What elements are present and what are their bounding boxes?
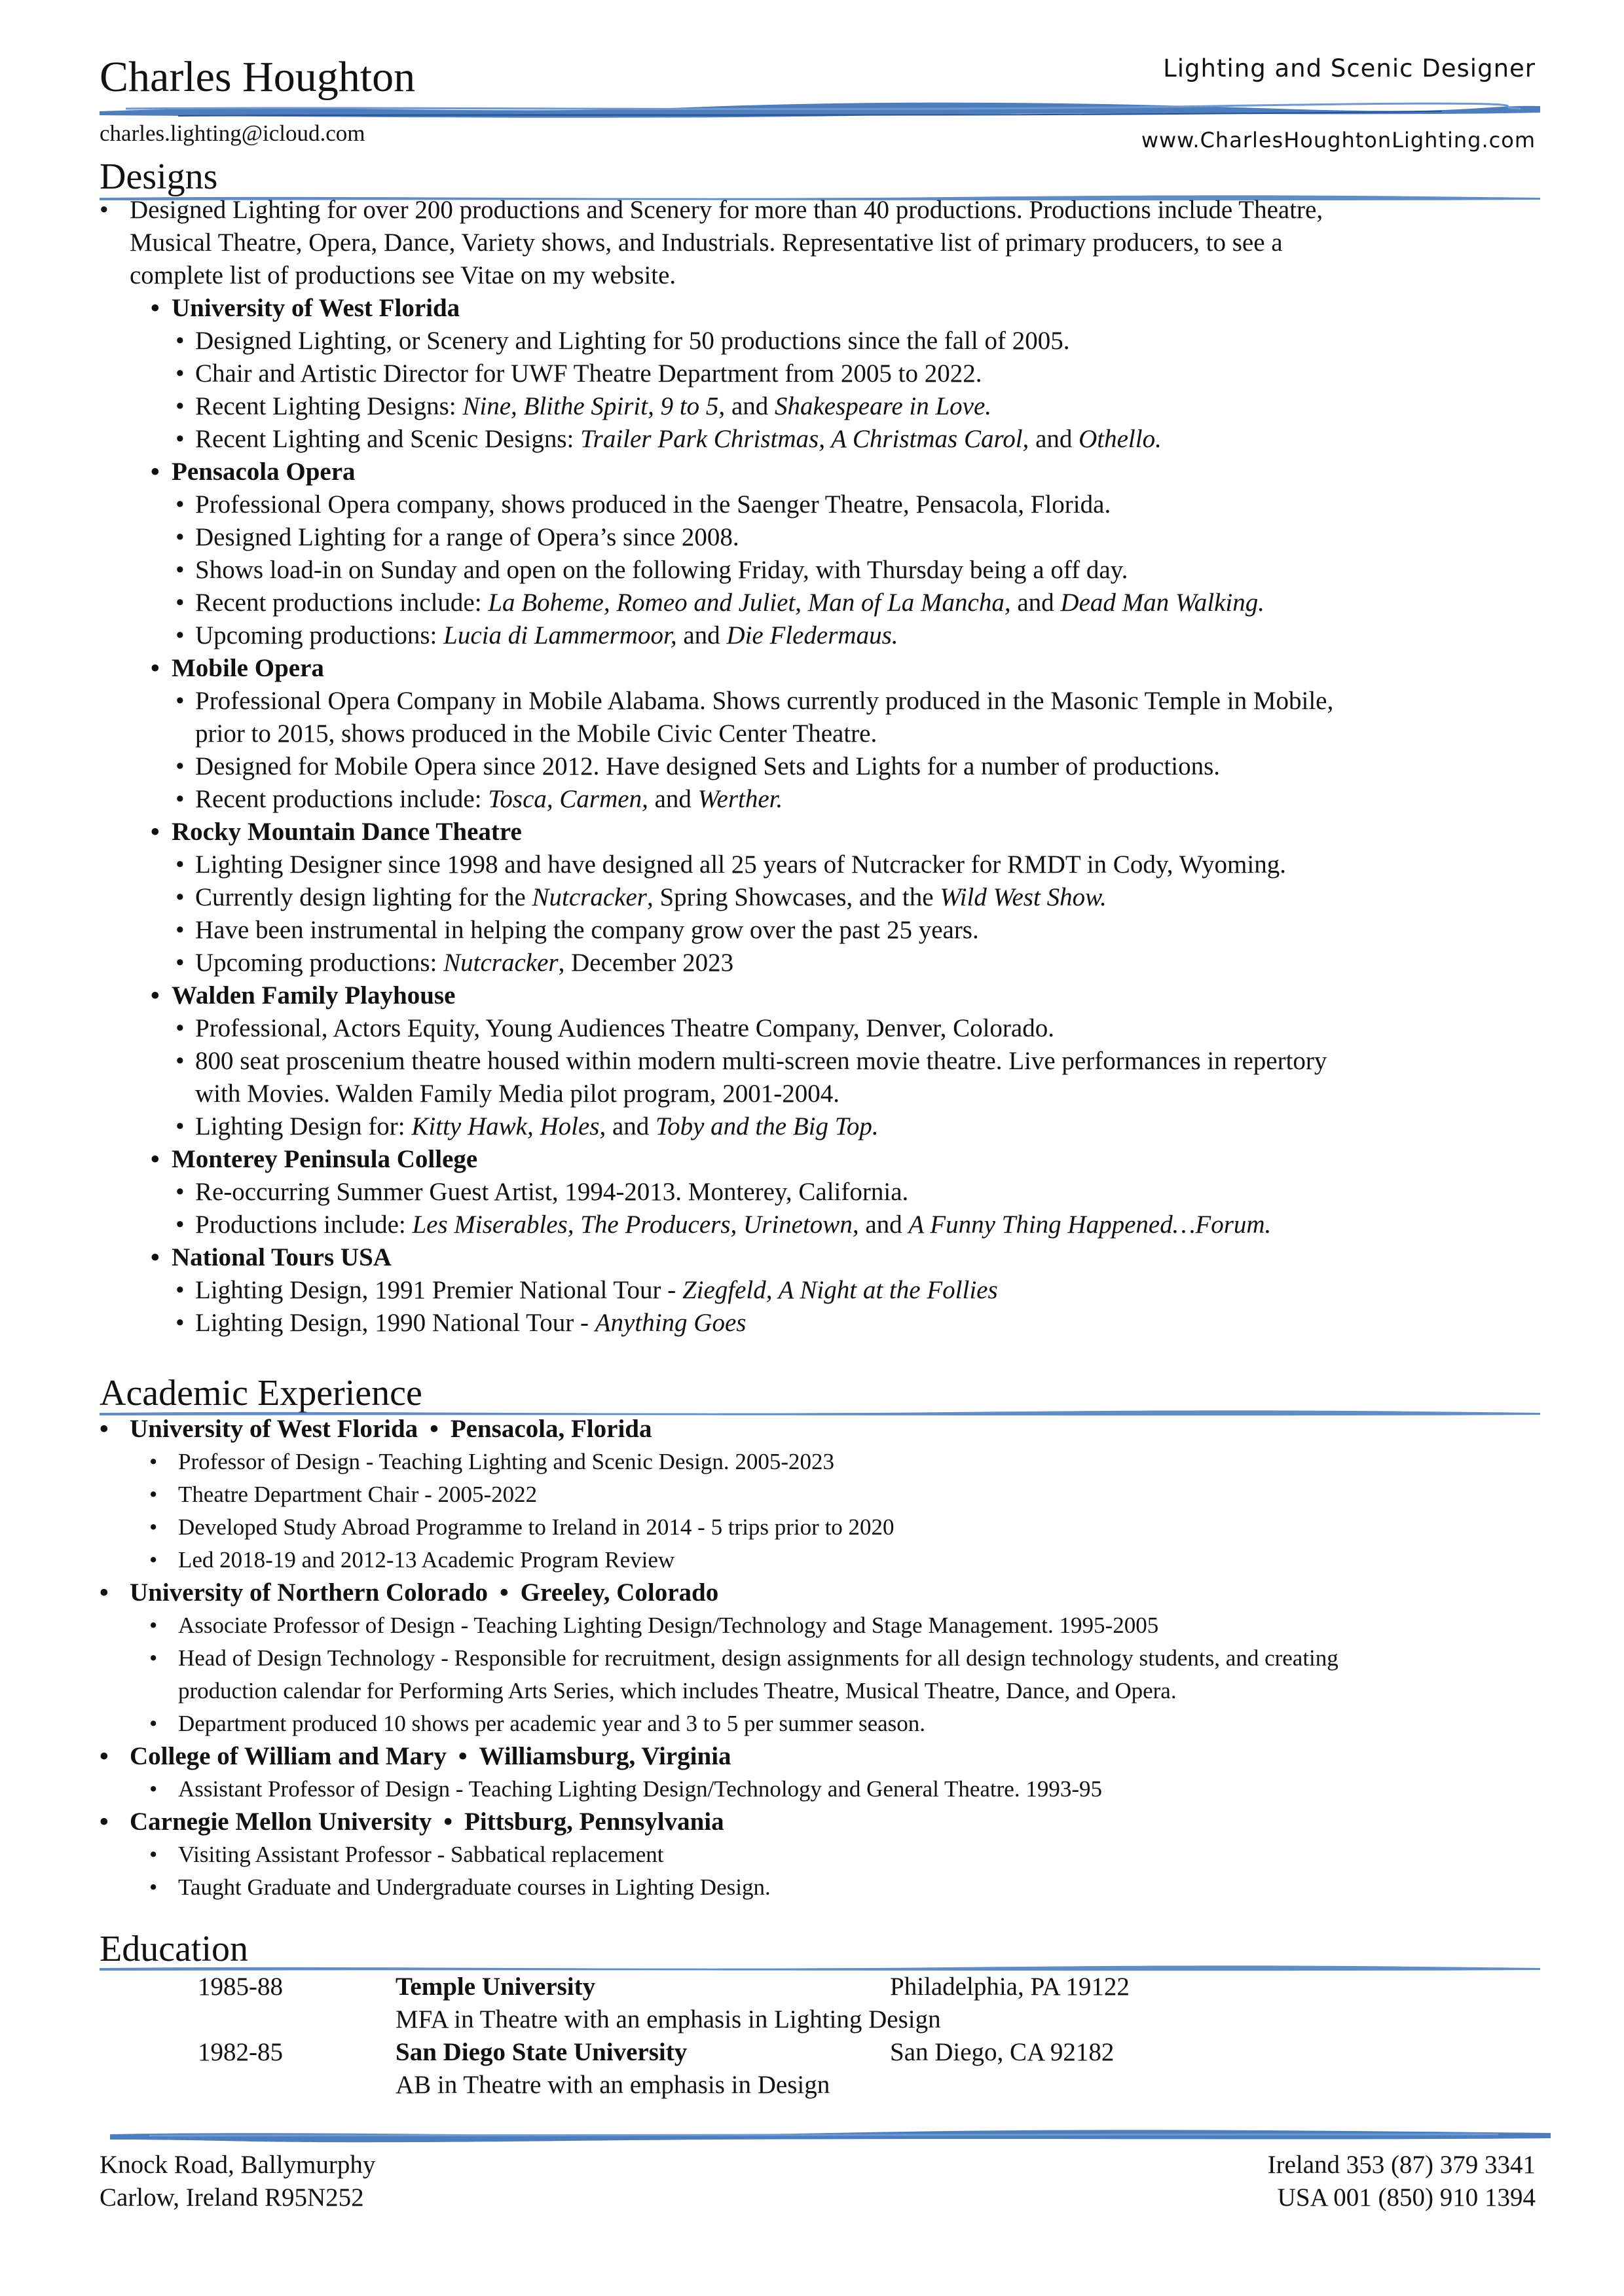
- academic-item: [100, 1446, 1540, 1478]
- bullet-icon: •: [100, 196, 109, 224]
- designs-item: [100, 1274, 1540, 1307]
- designs-item: [100, 1012, 1540, 1045]
- designs-item-text: Productions include:: [195, 1211, 413, 1239]
- designs-item: [100, 1176, 1540, 1209]
- designs-item: [100, 390, 1540, 423]
- education-school: San Diego State University: [396, 2038, 688, 2066]
- designs-intro-line: Designed Lighting for over 200 productions and Scenery for more than 40 productions. Productions include Theatre,: [130, 196, 1323, 224]
- bullet-icon: •: [151, 818, 160, 846]
- bullet-icon: •: [149, 1514, 158, 1540]
- designs-item-text: and: [858, 1211, 909, 1239]
- bullet-icon: •: [175, 752, 185, 780]
- designs-item-text: , Spring Showcases, and the: [646, 883, 940, 911]
- designs-item: [100, 914, 1540, 947]
- designs-item-text: Tosca, Carmen,: [488, 785, 648, 813]
- academic-item-text: Visiting Assistant Professor - Sabbatical replacement: [178, 1842, 664, 1867]
- bullet-icon: •: [175, 1178, 185, 1206]
- bullet-icon: •: [149, 1776, 158, 1802]
- bullet-icon: •: [175, 359, 185, 388]
- designs-item: [100, 521, 1540, 554]
- academic-item-continuation: production calendar for Performing Arts Series, which includes Theatre, Musical Theatre, Dance, and Opera.: [178, 1678, 1177, 1704]
- education-school: Temple University: [396, 1973, 596, 2001]
- academic-location: Pensacola, Florida: [450, 1415, 652, 1443]
- designs-org-name: Mobile Opera: [172, 654, 324, 682]
- bullet-icon: •: [175, 621, 185, 649]
- education-location: San Diego, CA 92182: [890, 2038, 1115, 2066]
- designs-item-text: Lighting Design for:: [195, 1112, 412, 1140]
- bullet-icon: •: [175, 1047, 185, 1075]
- designs-item: [100, 947, 1540, 979]
- designs-org-name: University of West Florida: [172, 294, 460, 322]
- designs-item: [100, 488, 1540, 521]
- designs-item-text: Upcoming productions:: [195, 949, 444, 977]
- bullet-icon: •: [149, 1874, 158, 1900]
- bullet-icon: •: [149, 1842, 158, 1867]
- designs-item: [100, 357, 1540, 390]
- academic-item: [100, 1838, 1540, 1871]
- education-brush-underline: [100, 1964, 1540, 1973]
- designs-item-text: Designed for Mobile Opera since 2012. Have designed Sets and Lights for a number of productions.: [195, 752, 1221, 780]
- academic-item: [100, 1871, 1540, 1904]
- designs-item-text: Ziegfeld, A Night at the Follies: [682, 1276, 998, 1304]
- designs-item-text: Nutcracker: [532, 883, 647, 911]
- bullet-icon: •: [175, 589, 185, 617]
- bullet-icon: •: [151, 981, 160, 1010]
- section-title-designs: Designs: [100, 156, 218, 197]
- bullet-icon: •: [175, 916, 185, 944]
- designs-item-text: La Boheme, Romeo and Juliet, Man of La Mancha,: [488, 589, 1011, 617]
- contact-website[interactable]: www.CharlesHoughtonLighting.com: [1141, 128, 1536, 153]
- academic-item-text: Led 2018-19 and 2012-13 Academic Program Review: [178, 1547, 675, 1573]
- designs-org-name: Pensacola Opera: [172, 458, 356, 486]
- bullet-icon: •: [151, 294, 160, 322]
- designs-org: [100, 1241, 1540, 1274]
- education-degree: MFA in Theatre with an emphasis in Lighting Design: [396, 2005, 941, 2033]
- designs-item-text: Werther.: [697, 785, 783, 813]
- designs-org: [100, 816, 1540, 848]
- bullet-icon: •: [175, 556, 185, 584]
- designs-item: [100, 685, 1540, 750]
- designs-item-text: Chair and Artistic Director for UWF Theatre Department from 2005 to 2022.: [195, 359, 982, 388]
- academic-item-text: Taught Graduate and Undergraduate courses in Lighting Design.: [178, 1874, 771, 1900]
- designs-item: [100, 1110, 1540, 1143]
- designs-item-text: Recent productions include:: [195, 785, 489, 813]
- academic-item: [100, 1609, 1540, 1642]
- designs-item-text: Nine, Blithe Spirit, 9 to 5,: [462, 392, 726, 420]
- contact-email[interactable]: charles.lighting@icloud.com: [100, 120, 365, 146]
- academic-institution: [100, 1576, 1540, 1609]
- academic-item: [100, 1707, 1540, 1740]
- bullet-icon: •: [175, 785, 185, 813]
- designs-item-text: Recent Lighting Designs:: [195, 392, 463, 420]
- designs-org-name: Walden Family Playhouse: [172, 981, 456, 1010]
- designs-item-text: Re-occurring Summer Guest Artist, 1994-2013. Monterey, California.: [195, 1178, 909, 1206]
- designs-org: [100, 1143, 1540, 1176]
- designs-item-text: Designed Lighting for a range of Opera’s since 2008.: [195, 523, 739, 551]
- designs-item-text: and: [1010, 589, 1061, 617]
- designs-item-text: Upcoming productions:: [195, 621, 444, 649]
- designs-org: [100, 979, 1540, 1012]
- designs-item-text: Anything Goes: [595, 1309, 747, 1337]
- designs-item: [100, 554, 1540, 587]
- designs-item: [100, 1307, 1540, 1339]
- designs-item-text: Nutcracker: [443, 949, 559, 977]
- footer-phone-ireland[interactable]: Ireland 353 (87) 379 3341: [1267, 2151, 1536, 2179]
- designs-item-text: Die Fledermaus.: [726, 621, 898, 649]
- designs-item-text: Lighting Design, 1990 National Tour -: [195, 1309, 595, 1337]
- academic-item: [100, 1642, 1540, 1707]
- designs-item-continuation: prior to 2015, shows produced in the Mobile Civic Center Theatre.: [195, 720, 877, 748]
- separator-bullet-icon: •: [430, 1415, 439, 1443]
- bullet-icon: •: [175, 687, 185, 715]
- academic-school: College of William and Mary: [130, 1742, 447, 1770]
- academic-item: [100, 1478, 1540, 1511]
- designs-intro-line: Musical Theatre, Opera, Dance, Variety shows, and Industrials. Representative list of primary producers, to see a: [130, 228, 1283, 257]
- designs-item-text: and: [725, 392, 775, 420]
- designs-item-text: Have been instrumental in helping the company grow over the past 25 years.: [195, 916, 979, 944]
- academic-item: [100, 1773, 1540, 1806]
- designs-org: [100, 456, 1540, 488]
- academic-item-text: Professor of Design - Teaching Lighting and Scenic Design. 2005-2023: [178, 1449, 834, 1474]
- bullet-icon: •: [151, 654, 160, 682]
- designs-item: [100, 619, 1540, 652]
- designs-item-text: Lighting Design, 1991 Premier National Tour -: [195, 1276, 682, 1304]
- designs-item-text: 800 seat proscenium theatre housed within modern multi-screen movie theatre. Live performances in repertory: [195, 1047, 1327, 1075]
- designs-item-continuation: with Movies. Walden Family Media pilot program, 2001-2004.: [195, 1080, 840, 1108]
- designs-item-text: Currently design lighting for the: [195, 883, 532, 911]
- designs-item: [100, 783, 1540, 816]
- bullet-icon: •: [151, 1243, 160, 1271]
- designs-item-text: Designed Lighting, or Scenery and Lighting for 50 productions since the fall of 2005.: [195, 327, 1070, 355]
- bullet-icon: •: [175, 1014, 185, 1042]
- designs-item-text: Toby and the Big Top.: [655, 1112, 879, 1140]
- academic-item-text: Head of Design Technology - Responsible for recruitment, design assignments for all design technology students, and creating: [178, 1645, 1338, 1671]
- designs-item-text: Trailer Park Christmas, A Christmas Carol,: [580, 425, 1029, 453]
- resume-role-title: Lighting and Scenic Designer: [1163, 54, 1536, 82]
- academic-item-text: Assistant Professor of Design - Teaching Lighting Design/Technology and General Theatre. 1993-95: [178, 1776, 1102, 1802]
- designs-item: [100, 881, 1540, 914]
- designs-item: [100, 1045, 1540, 1110]
- designs-item-text: Wild West Show.: [940, 883, 1107, 911]
- academic-item-text: Theatre Department Chair - 2005-2022: [178, 1482, 538, 1507]
- bullet-icon: •: [175, 949, 185, 977]
- designs-item-text: A Funny Thing Happened…Forum.: [908, 1211, 1272, 1239]
- education-years: 1982-85: [198, 2038, 283, 2066]
- designs-section: [100, 194, 1540, 1339]
- designs-item-text: and: [606, 1112, 656, 1140]
- designs-item-text: and: [648, 785, 698, 813]
- bullet-icon: •: [175, 327, 185, 355]
- bullet-icon: •: [175, 523, 185, 551]
- bullet-icon: •: [175, 1309, 185, 1337]
- designs-item: [100, 423, 1540, 456]
- section-title-academic: Academic Experience: [100, 1373, 422, 1413]
- bullet-icon: •: [149, 1547, 158, 1573]
- separator-bullet-icon: •: [458, 1742, 468, 1770]
- separator-bullet-icon: •: [500, 1578, 509, 1607]
- designs-item-text: Professional Opera Company in Mobile Alabama. Shows currently produced in the Masonic Temple in Mobile,: [195, 687, 1334, 715]
- bullet-icon: •: [175, 425, 185, 453]
- bullet-icon: •: [149, 1613, 158, 1638]
- education-location: Philadelphia, PA 19122: [890, 1973, 1130, 2001]
- academic-item: [100, 1544, 1540, 1576]
- bullet-icon: •: [149, 1482, 158, 1507]
- bullet-icon: •: [100, 1742, 109, 1770]
- bullet-icon: •: [149, 1645, 158, 1671]
- designs-item-text: Recent Lighting and Scenic Designs:: [195, 425, 581, 453]
- designs-item: [100, 325, 1540, 357]
- academic-institution: [100, 1806, 1540, 1838]
- bullet-icon: •: [151, 1145, 160, 1173]
- bullet-icon: •: [100, 1808, 109, 1836]
- separator-bullet-icon: •: [443, 1808, 453, 1836]
- designs-item-text: Recent productions include:: [195, 589, 489, 617]
- bullet-icon: •: [149, 1449, 158, 1474]
- academic-item-text: Department produced 10 shows per academic year and 3 to 5 per summer season.: [178, 1711, 926, 1736]
- designs-item-text: Dead Man Walking.: [1060, 589, 1265, 617]
- designs-intro: [100, 194, 1540, 292]
- designs-org-name: National Tours USA: [172, 1243, 392, 1271]
- footer-address-line: Knock Road, Ballymurphy: [100, 2151, 376, 2179]
- bullet-icon: •: [175, 1112, 185, 1140]
- bullet-icon: •: [175, 850, 185, 879]
- designs-item-text: Othello.: [1079, 425, 1162, 453]
- academic-school: University of West Florida: [130, 1415, 418, 1443]
- designs-org: [100, 652, 1540, 685]
- designs-item-text: and: [676, 621, 727, 649]
- academic-item-text: Developed Study Abroad Programme to Ireland in 2014 - 5 trips prior to 2020: [178, 1514, 895, 1540]
- education-years: 1985-88: [198, 1973, 283, 2001]
- designs-item-text: Kitty Hawk, Holes,: [411, 1112, 606, 1140]
- designs-item: [100, 1209, 1540, 1241]
- designs-item: [100, 750, 1540, 783]
- designs-item: [100, 848, 1540, 881]
- academic-location: Pittsburg, Pennsylvania: [464, 1808, 724, 1836]
- designs-org-name: Monterey Peninsula College: [172, 1145, 478, 1173]
- designs-item-text: Professional, Actors Equity, Young Audiences Theatre Company, Denver, Colorado.: [195, 1014, 1054, 1042]
- academic-school: Carnegie Mellon University: [130, 1808, 432, 1836]
- bullet-icon: •: [175, 490, 185, 519]
- education-degree: AB in Theatre with an emphasis in Design: [396, 2071, 830, 2099]
- bullet-icon: •: [100, 1415, 109, 1443]
- academic-section: [100, 1413, 1540, 1904]
- designs-item-text: Lucia di Lammermoor,: [443, 621, 677, 649]
- footer-brush-divider: [110, 2126, 1551, 2145]
- designs-item: [100, 587, 1540, 619]
- bullet-icon: •: [175, 1211, 185, 1239]
- section-title-education: Education: [100, 1929, 249, 1969]
- designs-item-text: Shows load-in on Sunday and open on the following Friday, with Thursday being a off day.: [195, 556, 1128, 584]
- academic-institution: [100, 1740, 1540, 1773]
- designs-item-text: Shakespeare in Love.: [775, 392, 992, 420]
- bullet-icon: •: [175, 883, 185, 911]
- academic-location: Williamsburg, Virginia: [479, 1742, 731, 1770]
- footer-phone-usa[interactable]: USA 001 (850) 910 1394: [1277, 2183, 1536, 2212]
- academic-location: Greeley, Colorado: [520, 1578, 719, 1607]
- academic-institution: [100, 1413, 1540, 1446]
- designs-intro-line: complete list of productions see Vitae on my website.: [130, 261, 676, 289]
- bullet-icon: •: [100, 1578, 109, 1607]
- designs-item-text: Lighting Designer since 1998 and have designed all 25 years of Nutcracker for RMDT in Cody, Wyoming.: [195, 850, 1286, 879]
- academic-school: University of Northern Colorado: [130, 1578, 489, 1607]
- resume-name: Charles Houghton: [100, 53, 416, 101]
- bullet-icon: •: [175, 392, 185, 420]
- bullet-icon: •: [149, 1711, 158, 1736]
- academic-item-text: Associate Professor of Design - Teaching Lighting Design/Technology and Stage Management. 1995-2005: [178, 1613, 1159, 1638]
- designs-item-text: , December 2023: [558, 949, 734, 977]
- bullet-icon: •: [175, 1276, 185, 1304]
- header-brush-divider: [100, 98, 1540, 120]
- footer-address-line: Carlow, Ireland R95N252: [100, 2183, 364, 2212]
- designs-item-text: Les Miserables, The Producers, Urinetown,: [412, 1211, 859, 1239]
- designs-org: [100, 292, 1540, 325]
- designs-org-name: Rocky Mountain Dance Theatre: [172, 818, 522, 846]
- academic-item: [100, 1511, 1540, 1544]
- bullet-icon: •: [151, 458, 160, 486]
- designs-item-text: Professional Opera company, shows produced in the Saenger Theatre, Pensacola, Florida.: [195, 490, 1111, 519]
- designs-item-text: and: [1029, 425, 1079, 453]
